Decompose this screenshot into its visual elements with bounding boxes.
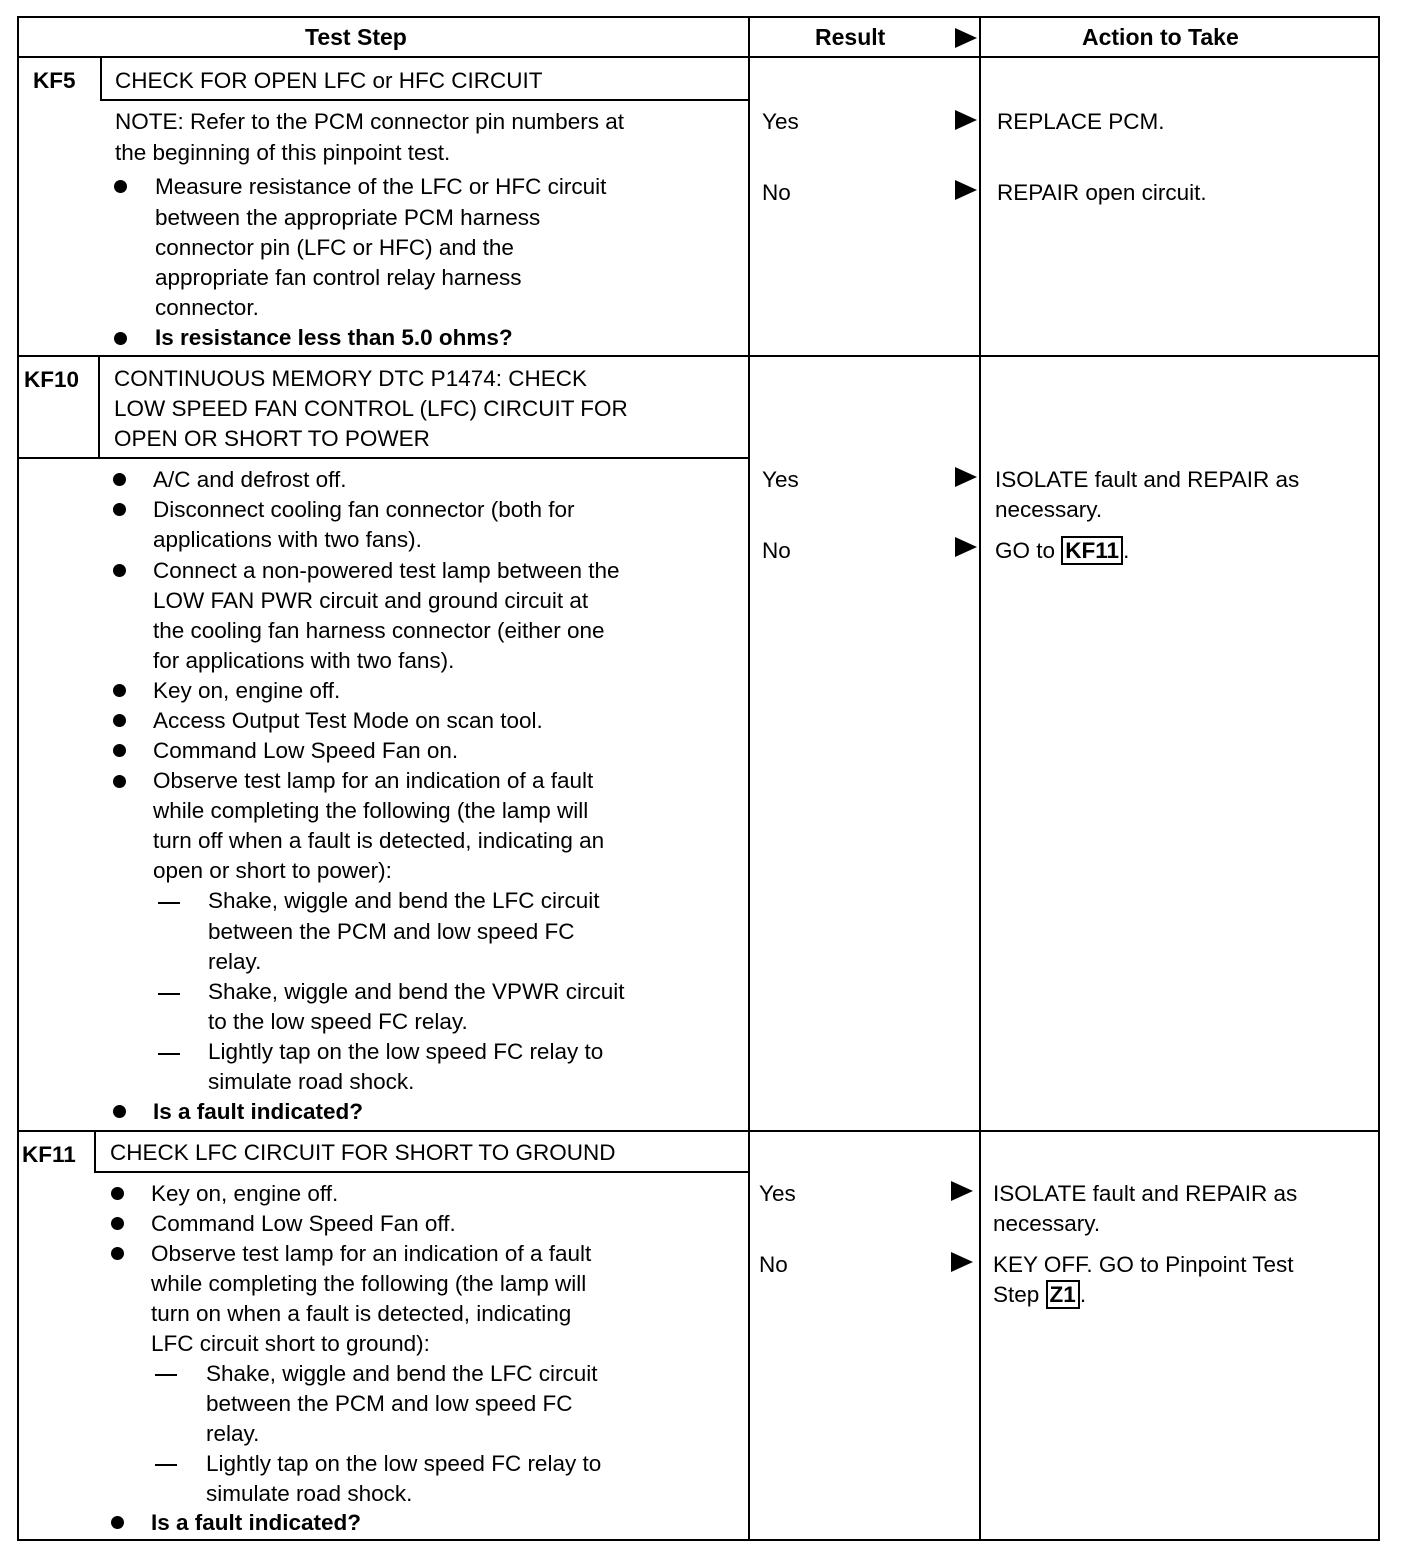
kf10-substep-text: Shake, wiggle and bend the LFC circuit [208, 888, 600, 913]
kf10-substep-text: between the PCM and low speed FC [208, 919, 575, 944]
kf11-substep-text: Lightly tap on the low speed FC relay to [206, 1451, 602, 1476]
kf5-note-line1: NOTE: Refer to the PCM connector pin numbers at [115, 109, 624, 134]
kf11-action-no [993, 1280, 1086, 1310]
kf5-action-no: REPAIR open circuit. [997, 180, 1207, 205]
kf10-step-text: the cooling fan harness connector (either one [153, 618, 605, 643]
kf10-action-yes: necessary. [995, 497, 1103, 522]
kf10-step-text: while completing the following (the lamp will [153, 798, 589, 823]
kf10-step-text: Key on, engine off. [153, 678, 341, 703]
kf10-step-text: Observe test lamp for an indication of a fault [153, 768, 594, 793]
action-text: GO to [995, 538, 1062, 563]
kf10-substep-text: simulate road shock. [208, 1069, 415, 1094]
kf5-step-text: connector pin (LFC or HFC) and the [155, 235, 514, 260]
col-divider-action [979, 16, 981, 1541]
result-arrow-icon [955, 180, 977, 200]
kf11-action-yes: ISOLATE fault and REPAIR as [993, 1181, 1298, 1206]
kf5-step-text: Measure resistance of the LFC or HFC circuit [155, 174, 607, 199]
kf11-title: CHECK LFC CIRCUIT FOR SHORT TO GROUND [110, 1140, 616, 1165]
bullet-icon [111, 1187, 124, 1200]
kf10-step-text: open or short to power): [153, 858, 392, 883]
kf10-step-text: A/C and defrost off. [153, 467, 347, 492]
step-ref-z1[interactable]: Z1 [1046, 1280, 1080, 1309]
kf10-step-text: Connect a non-powered test lamp between the [153, 558, 620, 583]
kf10-step-text: turn off when a fault is detected, indicating an [153, 828, 605, 853]
row-divider-kf10 [17, 355, 1380, 357]
dash-icon [155, 1464, 177, 1466]
header-test-step: Test Step [305, 24, 407, 50]
bullet-icon [113, 714, 126, 727]
bullet-icon [113, 744, 126, 757]
step-ref-kf11[interactable]: KF11 [1061, 536, 1123, 565]
dash-icon [158, 993, 180, 995]
action-text: Step [993, 1282, 1046, 1307]
bullet-icon [113, 564, 126, 577]
kf11-step-text: turn on when a fault is detected, indicating [151, 1301, 572, 1326]
kf10-result-no: No [762, 538, 791, 563]
header-result: Result [815, 24, 886, 50]
kf10-step-code: KF10 [24, 367, 80, 392]
kf10-step-text: Command Low Speed Fan on. [153, 738, 459, 763]
kf5-question: Is resistance less than 5.0 ohms? [155, 325, 513, 350]
bullet-icon [113, 775, 126, 788]
bullet-icon [113, 503, 126, 516]
dash-icon [158, 1053, 180, 1055]
result-arrow-icon [951, 1181, 973, 1201]
kf11-step-code: KF11 [22, 1142, 76, 1167]
kf5-note-line2: the beginning of this pinpoint test. [115, 140, 451, 165]
kf5-step-text: appropriate fan control relay harness [155, 265, 522, 290]
kf11-question: Is a fault indicated? [151, 1510, 362, 1535]
kf10-title-rule [17, 457, 748, 459]
kf10-question: Is a fault indicated? [153, 1099, 364, 1124]
bullet-icon [111, 1217, 124, 1230]
kf5-result-no: No [762, 180, 791, 205]
kf10-step-text: applications with two fans). [153, 527, 422, 552]
kf10-step-text: for applications with two fans). [153, 648, 455, 673]
kf10-title: LOW SPEED FAN CONTROL (LFC) CIRCUIT FOR [114, 396, 628, 421]
result-arrow-icon [955, 467, 977, 487]
dash-icon [155, 1374, 177, 1376]
action-text: . [1079, 1282, 1087, 1307]
kf5-title-rule [100, 99, 748, 101]
result-arrow-icon [951, 1252, 973, 1272]
kf5-action-yes: REPLACE PCM. [997, 109, 1165, 134]
bullet-icon [113, 1105, 126, 1118]
kf5-code-divider [100, 56, 102, 100]
kf10-step-text: Disconnect cooling fan connector (both for [153, 497, 575, 522]
kf10-substep-text: relay. [208, 949, 262, 974]
kf10-substep-text: Shake, wiggle and bend the VPWR circuit [208, 979, 625, 1004]
kf10-step-text: LOW FAN PWR circuit and ground circuit at [153, 588, 589, 613]
kf11-step-text: Key on, engine off. [151, 1181, 339, 1206]
kf10-substep-text: Lightly tap on the low speed FC relay to [208, 1039, 604, 1064]
kf5-title: CHECK FOR OPEN LFC or HFC CIRCUIT [115, 68, 543, 93]
header-action: Action to Take [1082, 24, 1239, 50]
kf5-result-yes: Yes [762, 109, 799, 134]
kf11-code-divider [94, 1130, 96, 1172]
kf11-step-text: Command Low Speed Fan off. [151, 1211, 456, 1236]
kf11-substep-text: Shake, wiggle and bend the LFC circuit [206, 1361, 598, 1386]
bullet-icon [114, 180, 127, 193]
kf10-substep-text: to the low speed FC relay. [208, 1009, 468, 1034]
kf10-action-no [995, 536, 1129, 566]
kf10-title: CONTINUOUS MEMORY DTC P1474: CHECK [114, 366, 588, 391]
bullet-icon [111, 1516, 124, 1529]
kf10-action-yes: ISOLATE fault and REPAIR as [995, 467, 1300, 492]
kf11-step-text: LFC circuit short to ground): [151, 1331, 430, 1356]
kf11-step-text: Observe test lamp for an indication of a fault [151, 1241, 592, 1266]
kf10-title: OPEN OR SHORT TO POWER [114, 426, 430, 451]
kf10-code-divider [98, 355, 100, 458]
kf11-action-yes: necessary. [993, 1211, 1101, 1236]
kf11-substep-text: between the PCM and low speed FC [206, 1391, 573, 1416]
kf11-result-no: No [759, 1252, 788, 1277]
result-arrow-icon [955, 537, 977, 557]
bullet-icon [113, 473, 126, 486]
kf11-title-rule [94, 1171, 748, 1173]
header-arrow-icon [955, 28, 977, 48]
result-arrow-icon [955, 110, 977, 130]
row-divider-kf11 [17, 1130, 1380, 1132]
header-rule [17, 56, 1380, 58]
bullet-icon [111, 1247, 124, 1260]
kf5-step-code: KF5 [33, 68, 76, 93]
kf5-step-text: connector. [155, 295, 259, 320]
action-text: . [1123, 538, 1130, 563]
bullet-icon [114, 332, 127, 345]
kf11-substep-text: simulate road shock. [206, 1481, 413, 1506]
kf5-step-text: between the appropriate PCM harness [155, 205, 541, 230]
kf10-step-text: Access Output Test Mode on scan tool. [153, 708, 543, 733]
kf10-result-yes: Yes [762, 467, 799, 492]
kf11-substep-text: relay. [206, 1421, 260, 1446]
dash-icon [158, 902, 180, 904]
kf11-action-no: KEY OFF. GO to Pinpoint Test [993, 1252, 1294, 1277]
kf11-result-yes: Yes [759, 1181, 796, 1206]
kf11-step-text: while completing the following (the lamp will [151, 1271, 587, 1296]
bullet-icon [113, 684, 126, 697]
col-divider-result [748, 16, 750, 1541]
